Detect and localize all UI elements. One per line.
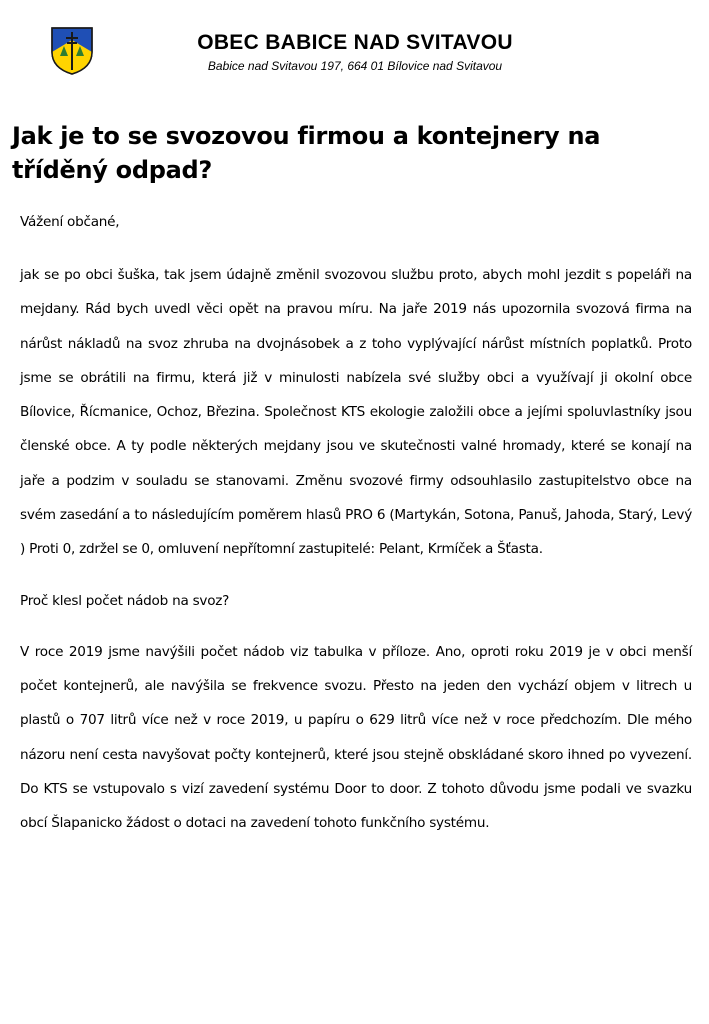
municipality-address: Babice nad Svitavou 197, 664 01 Bílovice nad Svitavou bbox=[207, 59, 503, 73]
article-body bbox=[20, 205, 692, 840]
paragraph-svozova-firma: jak se po obci šuška, tak jsem údajně změnil svozovou službu proto, abych mohl jezdit s popeláři na mejdany. Rád bych uvedl věci opět na pravou míru. Na jaře 2019 nás upozornila svozová firma na nárůst nákladů na svoz zhruba na dvojnásobek a z toho vyplývající nárůst místních poplatků. Proto jsme se obrátili na firmu, která již v minulosti nabízela své služby obci a využívají ji okolní obce Bílovice, Řícmanice, Ochoz, Březina. Společnost KTS ekologie založili obce a jejími spoluvlastníky jsou členské obce. A ty podle některých mejdany jsou ve skutečnosti valné hromady, které se konají na jaře a podzim v souladu se stanovami. Změnu svozové firmy odsouhlasilo zastupitelstvo obce na svém zasedání a to následujícím poměrem hlasů PRO 6 (Martykán, Sotona, Panuš, Jahoda, Starý, Levý ) Proti 0, zdržel se 0, omluvení nepřítomní zastupitelé: Pelant, Krmíček a Šťasta. bbox=[20, 267, 692, 558]
paragraph-pocet-nadob: V roce 2019 jsme navýšili počet nádob viz tabulka v příloze. Ano, oproti roku 2019 je v obci menší počet kontejnerů, ale navýšila se frekvence svozu. Přesto na jeden den vychází objem v litrech u plastů o 707 litrů více než v roce 2019, u papíru o 629 litrů více než v roce předchozím. Dle mého názoru není cesta navyšovat počty kontejnerů, které jsou stejně obskládané skoro ihned po vyvezení. Do KTS se vstupovalo s vizí zavedení systému Door to door. Z tohoto důvodu jsme podali ve svazku obcí Šlapanicko žádost o dotaci na zavedení tohoto funkčního systému. bbox=[20, 643, 692, 832]
municipality-name: OBEC BABICE NAD SVITAVOU bbox=[197, 31, 513, 54]
salutation: Vážení občané, bbox=[20, 214, 120, 230]
article-title: Jak je to se svozovou firmou a kontejnery na tříděný odpad? bbox=[12, 122, 601, 184]
section-question: Proč klesl počet nádob na svoz? bbox=[20, 592, 230, 609]
municipal-coat-of-arms-icon bbox=[50, 26, 94, 76]
letterhead bbox=[0, 0, 709, 82]
